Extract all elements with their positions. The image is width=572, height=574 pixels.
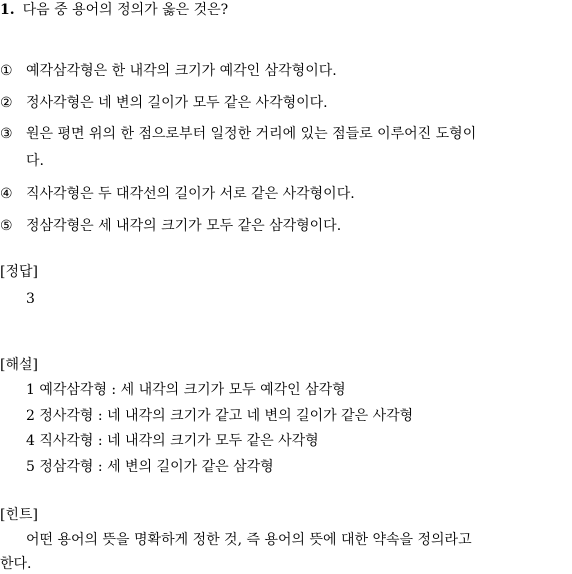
choice-text: 원은 평면 위의 한 점으로부터 일정한 거리에 있는 점들로 이루어진 도형이 xyxy=(26,126,477,142)
hint-text-line: 한다. xyxy=(0,556,32,572)
explanation-line: 4 직사각형 : 네 내각의 크기가 모두 같은 사각형 xyxy=(26,433,319,449)
question-number: 1. xyxy=(0,2,15,18)
choice-mark: ① xyxy=(0,63,13,79)
choice-mark: ⑤ xyxy=(0,218,13,234)
choice-mark: ③ xyxy=(0,126,13,142)
question-text: 다음 중 용어의 정의가 옳은 것은? xyxy=(22,2,229,18)
choice-text-continued: 다. xyxy=(26,153,44,169)
choice-text: 예각삼각형은 한 내각의 크기가 예각인 삼각형이다. xyxy=(26,63,337,79)
question-line xyxy=(0,1,228,19)
choice-text: 직사각형은 두 대각선의 길이가 서로 같은 사각형이다. xyxy=(26,186,355,202)
hint-label: [힌트] xyxy=(0,507,38,523)
choice-mark: ④ xyxy=(0,186,13,202)
explanation-line: 5 정삼각형 : 세 변의 길이가 같은 삼각형 xyxy=(26,459,274,475)
explanation-line: 1 예각삼각형 : 세 내각의 크기가 모두 예각인 삼각형 xyxy=(26,382,346,398)
answer-label: [정답] xyxy=(0,264,38,280)
answer-value: 3 xyxy=(26,291,35,307)
hint-text-line: 어떤 용어의 뜻을 명확하게 정한 것, 즉 용어의 뜻에 대한 약속을 정의라고 xyxy=(26,532,472,548)
explanation-line: 2 정사각형 : 네 내각의 크기가 같고 네 변의 길이가 같은 사각형 xyxy=(26,408,414,424)
choice-text: 정사각형은 네 변의 길이가 모두 같은 사각형이다. xyxy=(26,95,328,111)
explanation-label: [해설] xyxy=(0,357,38,373)
choice-text: 정삼각형은 세 내각의 크기가 모두 같은 삼각형이다. xyxy=(26,218,342,234)
choice-mark: ② xyxy=(0,95,13,111)
